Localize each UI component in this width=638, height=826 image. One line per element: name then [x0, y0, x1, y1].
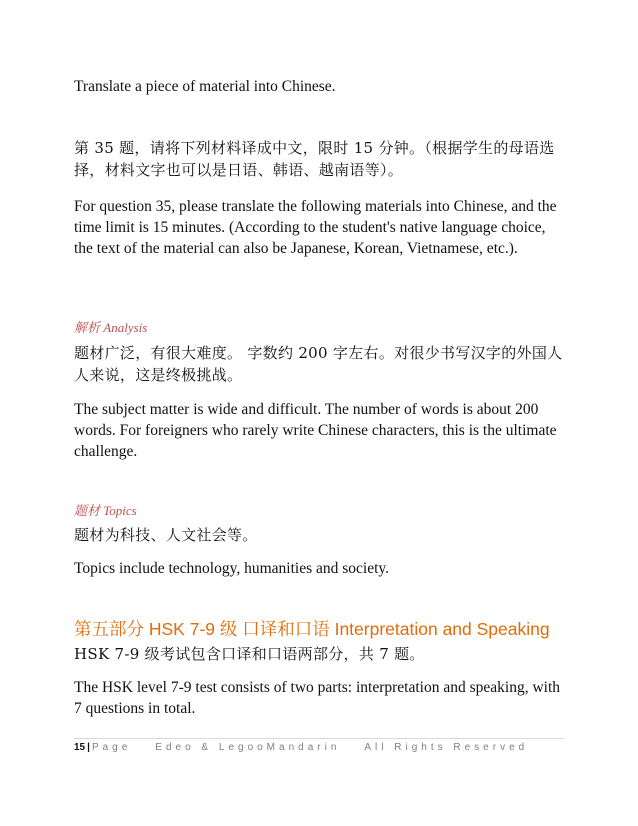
topics-english: Topics include technology, humanities and society. — [74, 560, 390, 577]
footer-publisher: Edeo & LegooMandarin — [155, 742, 341, 753]
analysis-heading-en: Analysis — [103, 320, 148, 335]
analysis-section — [74, 320, 564, 336]
part-5-chinese-block — [74, 643, 564, 665]
part-5-chinese: HSK 7-9 级考试包含口译和口语两部分，共 7 题。 — [74, 645, 425, 663]
footer-page-number: 15 — [74, 742, 86, 753]
footer-separator: | — [87, 742, 90, 753]
analysis-english: The subject matter is wide and difficult. The number of words is about 200 words. For foreigners who rarely write Chinese characters, this is the ultimate challenge. — [74, 401, 557, 460]
topics-chinese: 题材为科技、人文社会等。 — [74, 526, 258, 544]
part-5-heading: 第五部分 HSK 7-9 级 口译和口语 Interpretation and Speaking — [74, 619, 550, 639]
intro-section — [74, 76, 564, 97]
footer-rights: All Rights Reserved — [364, 742, 529, 753]
analysis-chinese-block — [74, 342, 564, 386]
topics-heading-en: Topics — [103, 503, 137, 518]
part-5-section — [74, 618, 574, 640]
topics-english-block — [74, 558, 564, 579]
topics-chinese-block — [74, 524, 564, 546]
topics-heading — [74, 503, 564, 519]
analysis-english-block — [74, 399, 564, 462]
question-35-english: For question 35, please translate the following materials into Chinese, and the time limit is 15 minutes. (According to the student's native language choice, the text of the material can also be Japanese, Korean, Vietnamese, etc.). — [74, 198, 557, 257]
question-35-english-block — [74, 196, 564, 259]
analysis-heading-zh: 解析 — [74, 320, 101, 335]
part-5-english-block — [74, 677, 564, 719]
intro-text: Translate a piece of material into Chinese. — [74, 78, 336, 95]
topics-section — [74, 503, 564, 519]
question-35-chinese: 第 35 题，请将下列材料译成中文，限时 15 分钟。（根据学生的母语选择，材料文字也可以是日语、韩语、越南语等）。 — [74, 139, 555, 179]
topics-heading-zh: 题材 — [74, 503, 101, 518]
part-5-english: The HSK level 7-9 test consists of two parts: interpretation and speaking, with 7 questions in total. — [74, 679, 561, 717]
analysis-chinese: 题材广泛，有很大难度。 字数约 200 字左右。对很少书写汉字的外国人人来说，这是终极挑战。 — [74, 344, 563, 384]
analysis-heading — [74, 320, 564, 336]
question-35-section — [74, 137, 564, 181]
footer-page-label: Page — [91, 742, 132, 753]
page-footer — [74, 738, 564, 755]
